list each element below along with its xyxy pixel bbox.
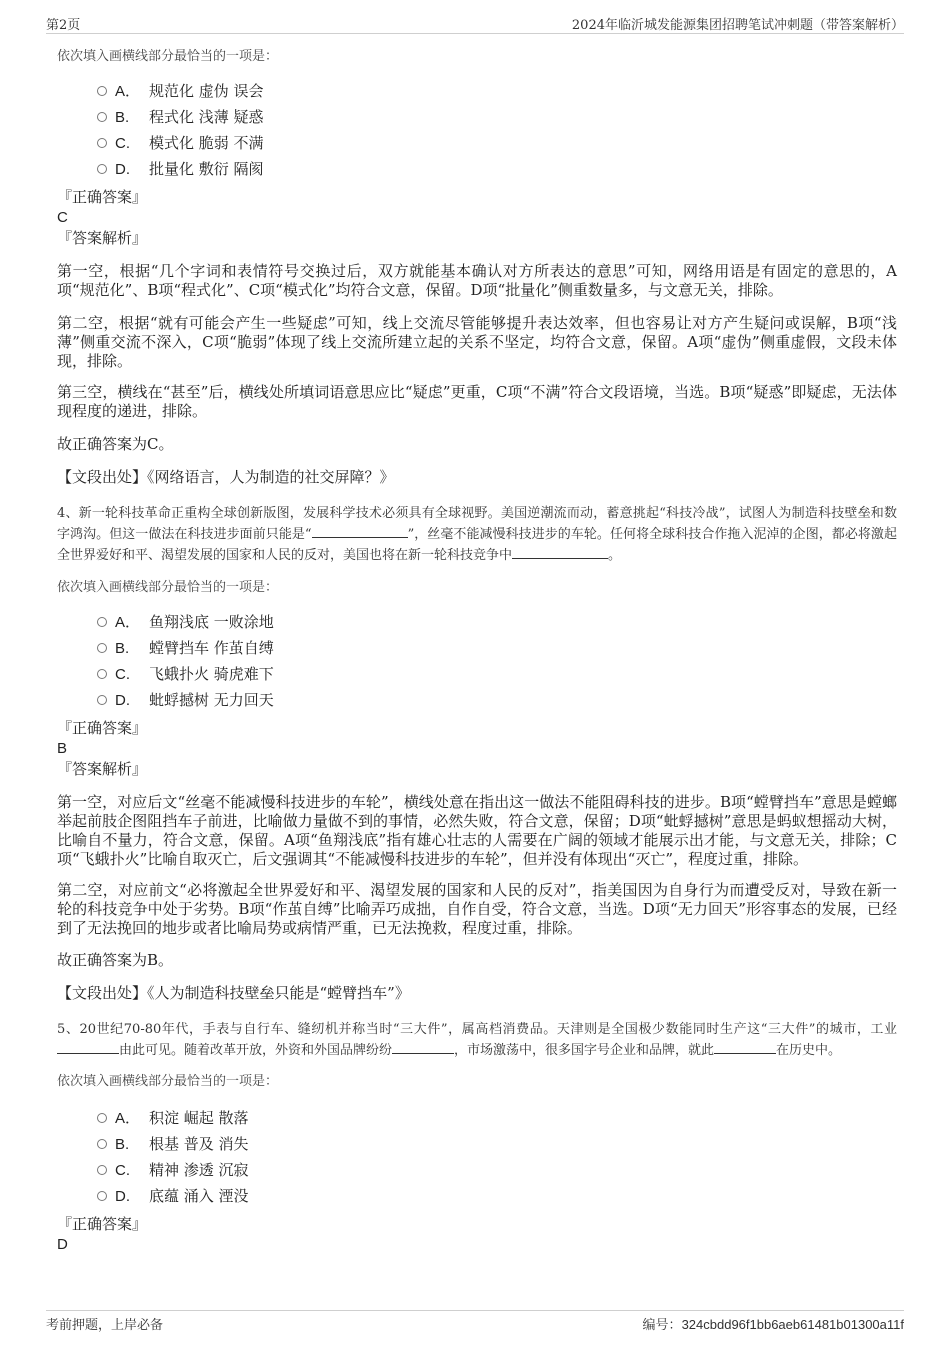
q3-source: 【文段出处】《网络语言，人为制造的社交屏障？》: [57, 468, 395, 486]
q3-analysis-p1: 第一空，根据“几个字词和表情符号交换过后，双方就能基本确认对方所表达的意思”可知，网络用语是有固定的意思的，A项“规范化”、B项“程式化”、C项“模式化”均符合文意，保留。D项“批量化”侧重数量多，与文意无关，排除。: [57, 262, 897, 299]
fill-blank: [392, 1040, 454, 1054]
q5-option-d[interactable]: D. 底蕴 涌入 湮没: [97, 1186, 249, 1206]
q4-source: 【文段出处】《人为制造科技壁垒只能是“螳臂挡车”》: [57, 984, 410, 1002]
q3-option-d[interactable]: D. 批量化 敷衍 隔阂: [97, 159, 264, 179]
q5-answer: D: [57, 1236, 68, 1253]
q3-analysis-p2: 第二空，根据“就有可能会产生一些疑虑”可知，线上交流尽管能够提升表达效率，但也容易让对方产生疑问或误解，B项“浅薄”侧重交流不深入，C项“脆弱”体现了线上交流所建立起的关系不坚定，均符合文意，保留。A项“虚伪”侧重虚假，文段未体现，排除。: [57, 314, 897, 370]
q3-analysis-p3: 第三空，横线在“甚至”后，横线处所填词语意思应比“疑虑”更重，C项“不满”符合文段语境，当选。B项“疑惑”即疑虑，无法体现程度的递进，排除。: [57, 383, 897, 420]
q4-answer-tag: 『正确答案』: [57, 719, 148, 737]
q5-prompt: 依次填入画横线部分最恰当的一项是：: [57, 1074, 279, 1089]
page-number: 第2页: [46, 18, 81, 33]
q4-question: 4、新一轮科技革命正重构全球创新版图，发展科学技术必须具有全球视野。美国逆潮流而动，蓄意挑起“科技冷战”，试图人为制造科技壁垒和数字鸿沟。但这一做法在科技进步面前只能是“ ”，丝毫不能减慢科技进步的车轮。任何将全球科技合作拖入泥淖的企图，都必将激起全世界爱好和平、渴望发展的国家和人民的反对，美国也将在新一轮科技竞争中 。: [57, 506, 897, 563]
q3-option-b[interactable]: B. 程式化 浅薄 疑惑: [97, 107, 264, 127]
radio-icon[interactable]: [97, 695, 107, 705]
q4-analysis-p2: 第二空，对应前文“必将激起全世界爱好和平、渴望发展的国家和人民的反对”，指美国因为自身行为而遭受反对，导致在新一轮的科技竞争中处于劣势。B项“作茧自缚”比喻弄巧成拙，自作自受，符合文意，当选。D项“无力回天”形容事态的发展，已经到了无法挽回的地步或者比喻局势或病情严重，已无法挽救，程度过重，排除。: [57, 881, 897, 937]
radio-icon[interactable]: [97, 86, 107, 96]
q3-conclusion: 故正确答案为C。: [57, 435, 174, 453]
q4-answer: B: [57, 740, 68, 757]
q4-prompt: 依次填入画横线部分最恰当的一项是：: [57, 580, 279, 595]
q3-option-a[interactable]: A． 规范化 虚伪 误会: [97, 81, 264, 101]
q4-option-d[interactable]: D. 蚍蜉撼树 无力回天: [97, 690, 274, 710]
q4-conclusion: 故正确答案为B。: [57, 951, 174, 969]
radio-icon[interactable]: [97, 1113, 107, 1123]
q4-analysis-p1: 第一空，对应后文“丝毫不能减慢科技进步的车轮”，横线处意在指出这一做法不能阻碍科技的进步。B项“螳臂挡车”意思是螳螂举起前肢企图阻挡车子前进，比喻做力量做不到的事情，必然失败，符合文意，保留；D项“蚍蜉撼树”意思是蚂蚁想摇动大树，比喻自不量力，符合文意，保留。A项“鱼翔浅底”指有雄心壮志的人需要在广阔的领域才能展示出才能，与文意无关，排除；C项“飞蛾扑火”比喻自取灭亡，后文强调其“不能减慢科技进步的车轮”，但并没有体现出“灭亡”，程度过重，排除。: [57, 793, 897, 868]
fill-blank: [512, 545, 608, 559]
q4-analysis-tag: 『答案解析』: [57, 760, 148, 778]
fill-blank: [312, 524, 408, 538]
page-footer: [46, 1310, 904, 1338]
radio-icon[interactable]: [97, 164, 107, 174]
page-header: [46, 12, 904, 34]
radio-icon[interactable]: [97, 138, 107, 148]
q5-option-a[interactable]: A． 积淀 崛起 散落: [97, 1108, 249, 1128]
fill-blank: [714, 1040, 776, 1054]
radio-icon[interactable]: [97, 1191, 107, 1201]
q5-option-c[interactable]: C. 精神 渗透 沉寂: [97, 1160, 249, 1180]
q3-answer: C: [57, 209, 68, 226]
q5-question: 5、20世纪70-80年代，手表与自行车、缝纫机并称当时“三大件”，属高档消费品。天津则是全国极少数能同时生产这“三大件”的城市，工业由此可见。随着改革开放，外资和外国品牌纷纷 ，市场激荡中，很多国字号企业和品牌，就此 在历史中。: [57, 1022, 897, 1058]
q4-option-b[interactable]: B. 螳臂挡车 作茧自缚: [97, 638, 274, 658]
radio-icon[interactable]: [97, 669, 107, 679]
document-title: 2024年临沂城发能源集团招聘笔试冲刺题（带答案解析）: [571, 18, 904, 33]
q3-analysis-tag: 『答案解析』: [57, 229, 148, 247]
radio-icon[interactable]: [97, 617, 107, 627]
q3-option-c[interactable]: C. 模式化 脆弱 不满: [97, 133, 264, 153]
radio-icon[interactable]: [97, 643, 107, 653]
footer-slogan: 考前押题，上岸必备: [46, 1318, 164, 1333]
q3-prompt: 依次填入画横线部分最恰当的一项是：: [57, 49, 279, 64]
q5-option-b[interactable]: B. 根基 普及 消失: [97, 1134, 249, 1154]
fill-blank: [57, 1040, 119, 1054]
radio-icon[interactable]: [97, 1139, 107, 1149]
radio-icon[interactable]: [97, 1165, 107, 1175]
document-id: 编号：324cbdd96f1bb6aeb61481b01300a11f: [642, 1317, 904, 1333]
q3-answer-tag: 『正确答案』: [57, 188, 148, 206]
q4-option-a[interactable]: A． 鱼翔浅底 一败涂地: [97, 612, 274, 632]
q5-answer-tag: 『正确答案』: [57, 1215, 148, 1233]
q4-option-c[interactable]: C. 飞蛾扑火 骑虎难下: [97, 664, 274, 684]
radio-icon[interactable]: [97, 112, 107, 122]
